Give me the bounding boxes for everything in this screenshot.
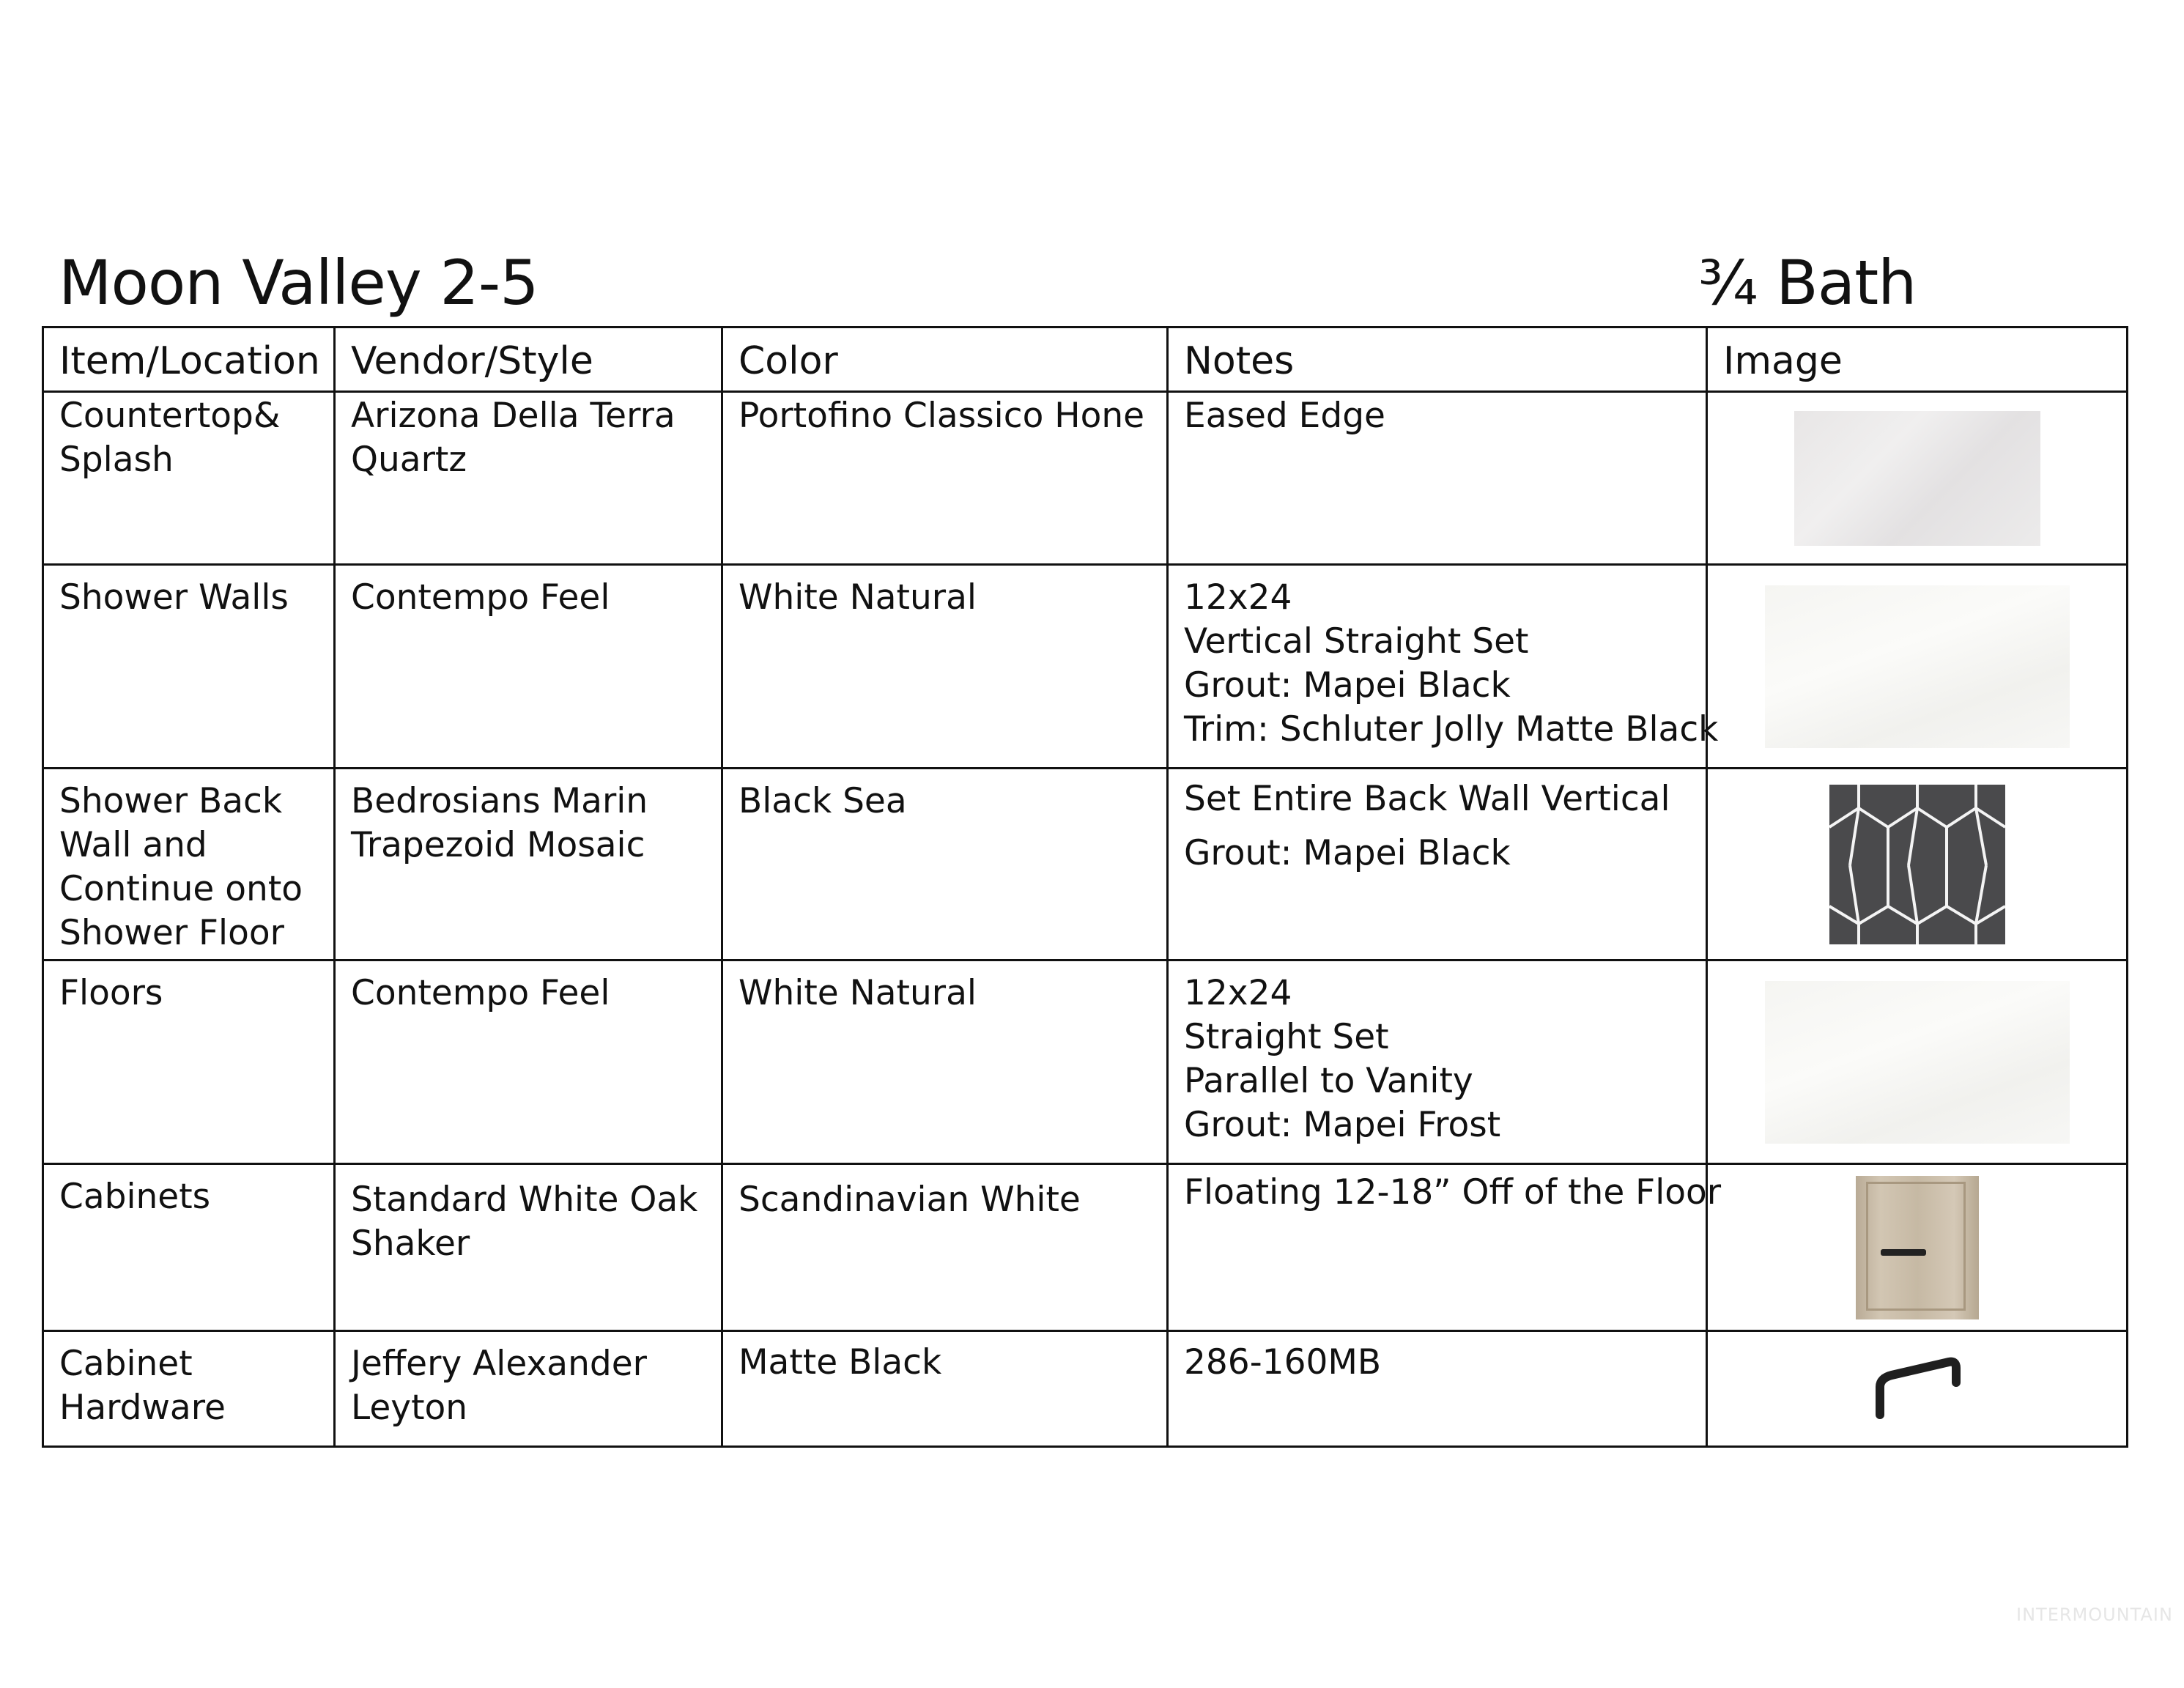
table-row: [43, 769, 2128, 960]
vendor-text: Bedrosians Marin: [351, 781, 648, 821]
vendor-text: Leyton: [351, 1388, 468, 1428]
vendor-cell: [335, 769, 722, 960]
item-text: Wall and: [59, 825, 207, 865]
table-row: [43, 1331, 2128, 1447]
notes-cell: [1168, 960, 1707, 1164]
notes-cell: [1168, 392, 1707, 565]
notes-cell: [1168, 769, 1707, 960]
vendor-text: Standard White Oak: [351, 1180, 698, 1220]
notes-cell: [1168, 1164, 1722, 1331]
color-text: White Natural: [739, 577, 977, 618]
notes-text: Eased Edge: [1184, 396, 1385, 436]
color-cell: [722, 769, 1168, 960]
color-text: Matte Black: [739, 1342, 942, 1382]
item-cell: [43, 769, 335, 960]
white-quartz-swatch: [1794, 411, 2040, 546]
color-cell: [722, 1164, 1168, 1331]
notes-text: Set Entire Back Wall Vertical: [1184, 779, 1670, 819]
notes-text: Vertical Straight Set: [1184, 621, 1529, 662]
page-title: Moon Valley 2-5: [59, 247, 538, 319]
column-header-color: Color: [722, 327, 1168, 392]
color-text: Black Sea: [739, 781, 907, 821]
white-tile-swatch: [1765, 585, 2070, 748]
item-text: Continue onto: [59, 869, 303, 909]
notes-text: 12x24: [1184, 577, 1292, 618]
cabinet-door-frame: [1866, 1182, 1966, 1311]
item-text: Shower Walls: [59, 577, 289, 618]
table-row: [43, 1164, 2128, 1331]
finish-schedule-table: [42, 326, 2128, 1448]
vendor-text: Trapezoid Mosaic: [351, 825, 645, 865]
vendor-text: Arizona Della Terra: [351, 396, 675, 436]
notes-text: 12x24: [1184, 973, 1292, 1013]
item-cell: [43, 1331, 335, 1447]
vendor-cell: [335, 960, 722, 1164]
item-text: Hardware: [59, 1388, 226, 1428]
item-text: Shower Floor: [59, 913, 284, 953]
column-header-vendor: Vendor/Style: [335, 327, 722, 392]
vendor-cell: [335, 565, 722, 769]
notes-text: Grout: Mapei Frost: [1184, 1105, 1501, 1145]
image-cell: [1707, 1164, 2128, 1331]
image-cell: [1707, 1331, 2128, 1447]
item-text: Splash: [59, 440, 174, 480]
black-trapezoid-mosaic-swatch: [1829, 785, 2005, 944]
column-header-notes: Notes: [1168, 327, 1707, 392]
black-pull-handle-icon: [1870, 1356, 1965, 1422]
item-cell: [43, 392, 335, 565]
column-header-image: Image: [1707, 327, 2128, 392]
vendor-cell: [335, 1164, 722, 1331]
item-text: Floors: [59, 973, 163, 1013]
vendor-text: Contempo Feel: [351, 973, 610, 1013]
notes-text: 286-160MB: [1184, 1342, 1382, 1382]
vendor-text: Quartz: [351, 440, 467, 480]
item-text: Shower Back: [59, 781, 283, 821]
notes-text: Grout: Mapei Black: [1184, 665, 1511, 706]
white-oak-cabinet-swatch: [1856, 1176, 1979, 1319]
table-header-row: [43, 327, 2128, 392]
image-cell: [1707, 565, 2128, 769]
notes-cell: [1168, 565, 1719, 769]
section-title: ¾ Bath: [1698, 247, 1917, 319]
vendor-cell: [335, 1331, 722, 1447]
color-text: White Natural: [739, 973, 977, 1013]
vendor-text: Contempo Feel: [351, 577, 610, 618]
table-row: [43, 960, 2128, 1164]
color-cell: [722, 565, 1168, 769]
item-text: Countertop&: [59, 396, 281, 436]
notes-cell: [1168, 1331, 1707, 1447]
column-header-item: Item/Location: [43, 327, 335, 392]
color-cell: [722, 960, 1168, 1164]
vendor-cell: [335, 392, 722, 565]
notes-text: Trim: Schluter Jolly Matte Black: [1184, 709, 1719, 749]
item-cell: [43, 565, 335, 769]
notes-text: Floating 12-18” Off of the Floor: [1184, 1172, 1722, 1213]
cabinet-pull: [1881, 1249, 1926, 1256]
color-cell: [722, 1331, 1168, 1447]
notes-text: Straight Set: [1184, 1017, 1389, 1057]
color-cell: [722, 392, 1168, 565]
white-tile-swatch: [1765, 981, 2070, 1144]
notes-text: Grout: Mapei Black: [1184, 833, 1511, 873]
item-text: Cabinet: [59, 1344, 193, 1384]
image-cell: [1707, 392, 2128, 565]
item-text: Cabinets: [59, 1177, 211, 1217]
item-cell: [43, 960, 335, 1164]
image-cell: [1707, 769, 2128, 960]
watermark: INTERMOUNTAIN: [2016, 1604, 2173, 1625]
color-text: Portofino Classico Hone: [739, 396, 1145, 436]
vendor-text: Jeffery Alexander: [351, 1344, 647, 1384]
item-cell: [43, 1164, 335, 1331]
color-text: Scandinavian White: [739, 1180, 1081, 1220]
vendor-text: Shaker: [351, 1224, 470, 1264]
notes-text: Parallel to Vanity: [1184, 1061, 1473, 1101]
image-cell: [1707, 960, 2128, 1164]
table-row: [43, 565, 2128, 769]
table-row: [43, 392, 2128, 565]
